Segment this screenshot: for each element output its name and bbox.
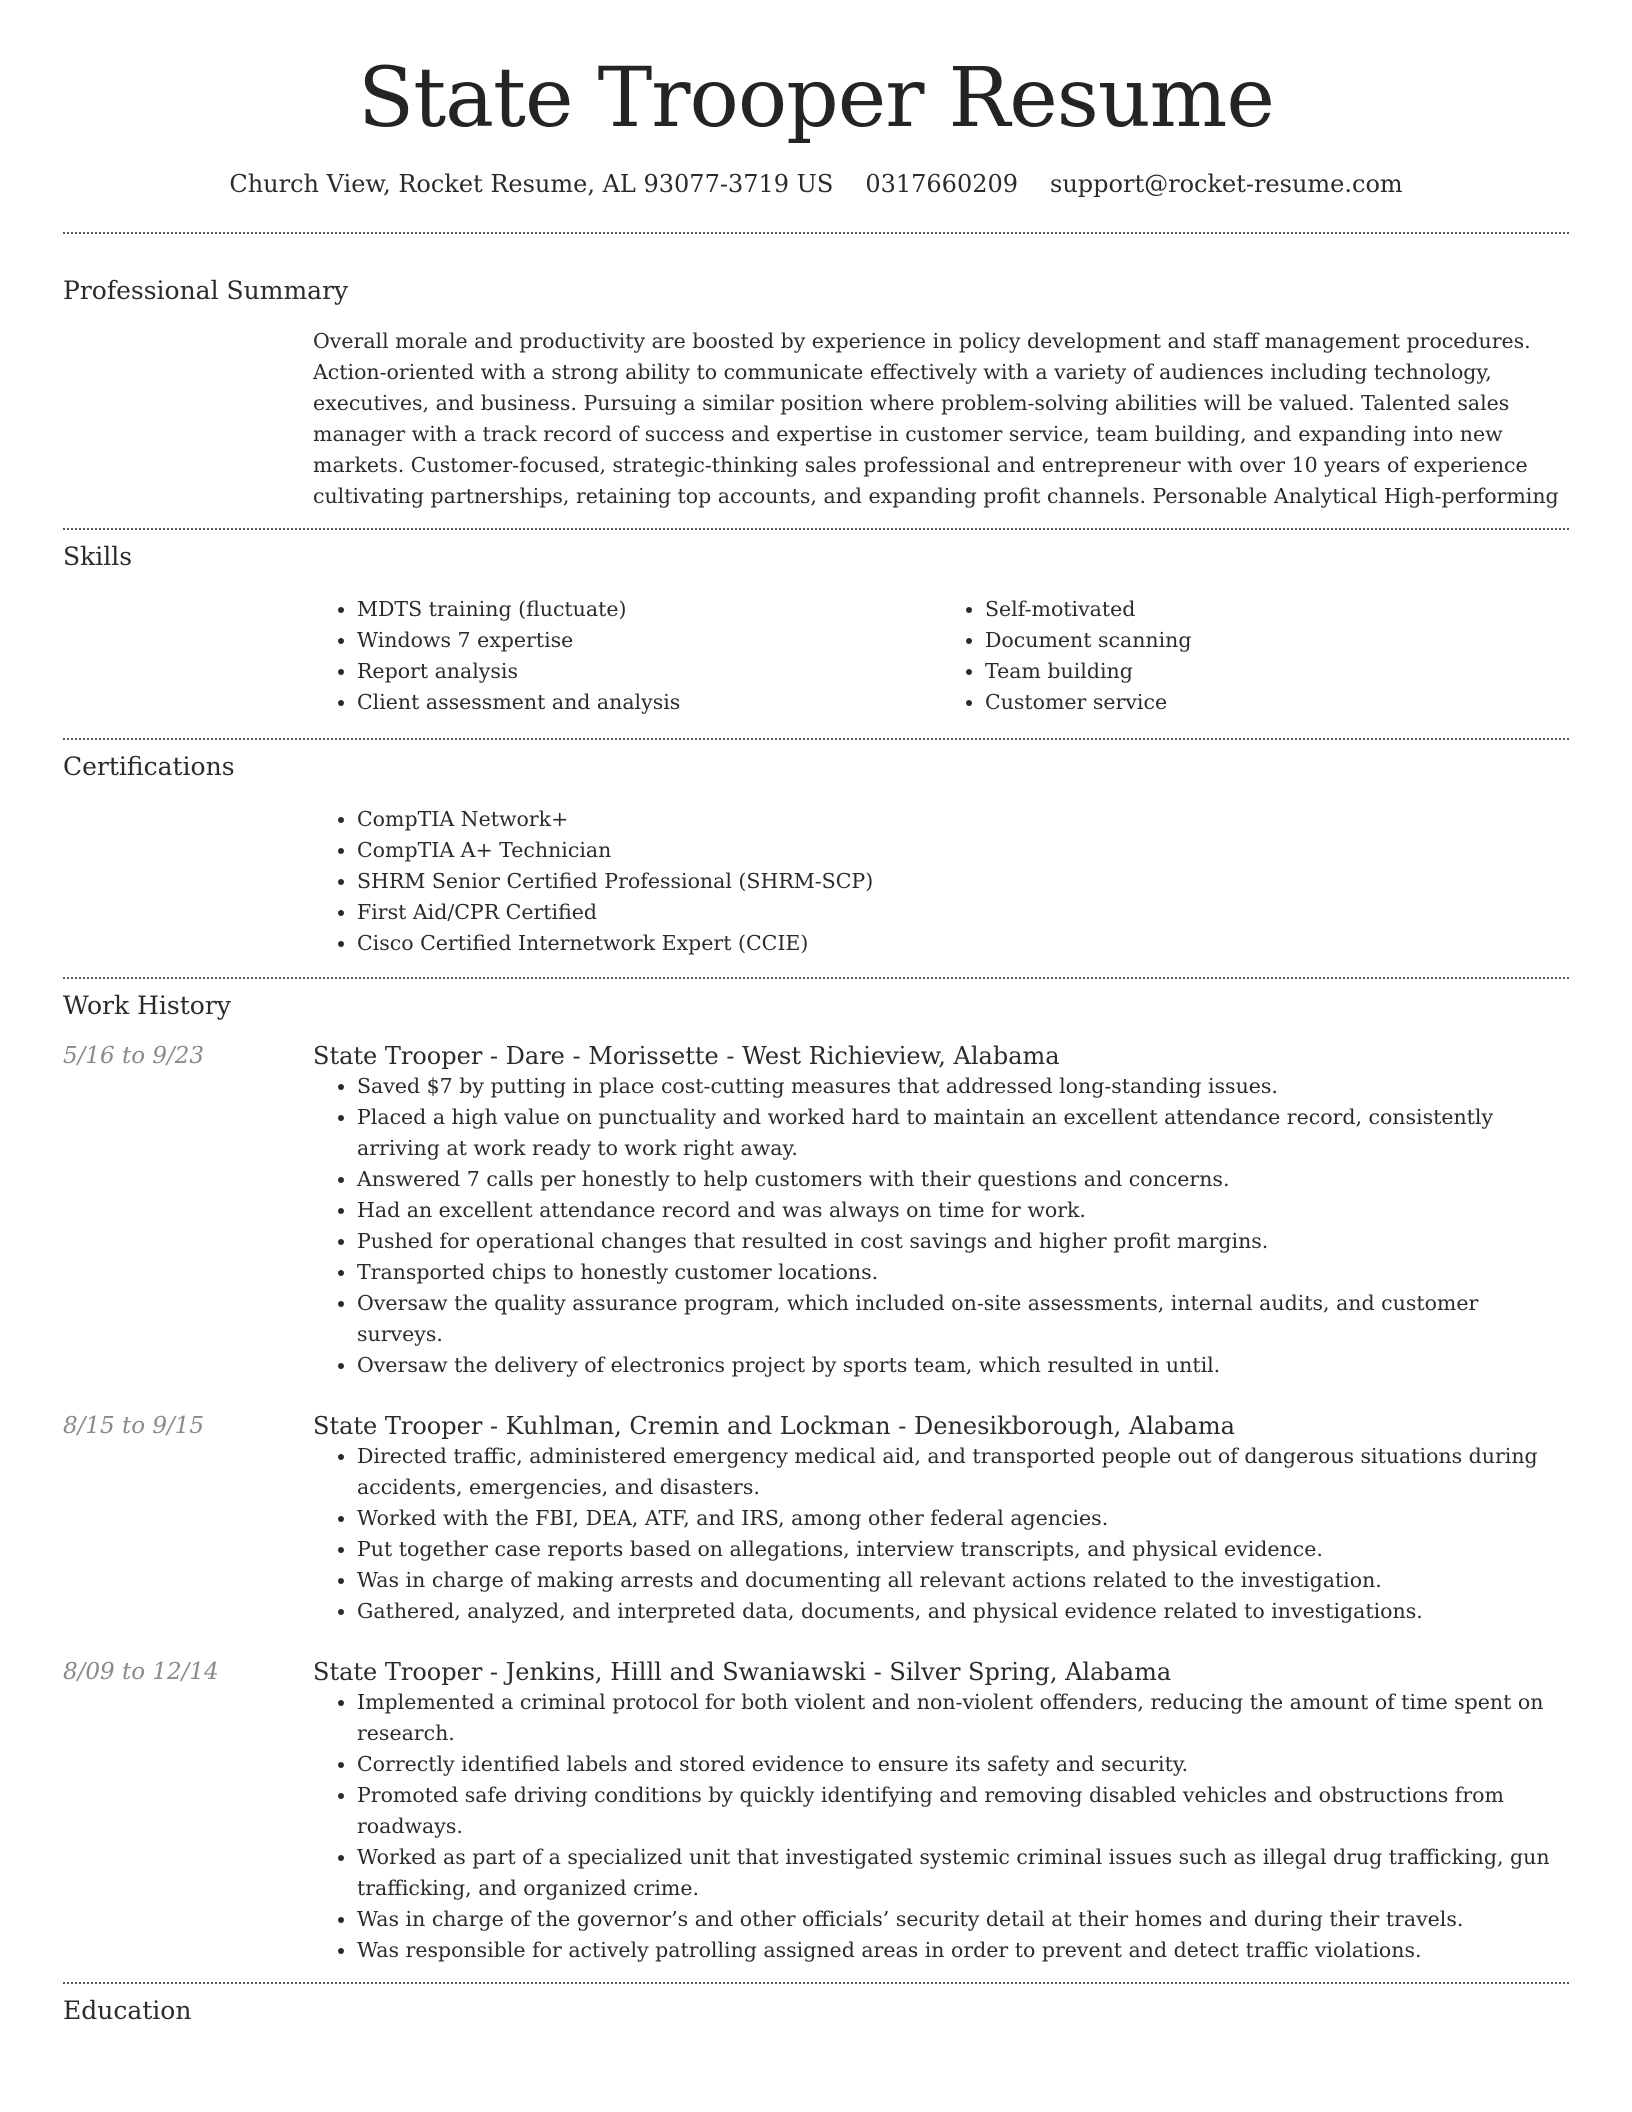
job-title: State Trooper - Kuhlman, Cremin and Lockman - Denesikborough, Alabama [313, 1412, 1235, 1441]
certifications-heading: Certifications [63, 752, 235, 782]
job-date: 5/16 to 9/23 [63, 1043, 205, 1070]
job-entry [63, 1411, 1569, 1627]
education-section [63, 1984, 1569, 2026]
job-bullet: • Promoted safe driving conditions by quickly identifying and removing disabled vehicles and obstructions from roadways. [357, 1780, 1569, 1842]
skill-item: • Team building [985, 656, 1569, 687]
job-bullets [313, 1071, 1569, 1381]
job-bullet: • Correctly identified labels and stored evidence to ensure its safety and security. [357, 1749, 1569, 1780]
contact-phone: 0317660209 [865, 170, 1019, 199]
contact-address: Church View, Rocket Resume, AL 93077-3719 US [229, 170, 834, 199]
job-bullet: • Directed traffic, administered emergency medical aid, and transported people out of dangerous situations during accidents, emergencies, and disasters. [357, 1441, 1569, 1503]
certifications-list [313, 804, 1569, 959]
job-bullet: • Had an excellent attendance record and was always on time for work. [357, 1195, 1569, 1226]
skills-list-left [313, 594, 941, 718]
job-bullet: • Transported chips to honestly customer locations. [357, 1257, 1569, 1288]
skills-heading: Skills [63, 542, 133, 572]
job-bullet: • Placed a high value on punctuality and worked hard to maintain an excellent attendance record, consistently arriving at work ready to work right away. [357, 1102, 1569, 1164]
skill-item: • Report analysis [357, 656, 941, 687]
resume-title: State Trooper Resume [358, 51, 1274, 146]
job-bullet: • Worked as part of a specialized unit that investigated systemic criminal issues such as illegal drug trafficking, gun trafficking, and organized crime. [357, 1842, 1569, 1904]
job-bullet: • Pushed for operational changes that resulted in cost savings and higher profit margins. [357, 1226, 1569, 1257]
certification-item: • Cisco Certified Internetwork Expert (CCIE) [357, 928, 1569, 959]
job-bullet: • Was in charge of the governor’s and other officials’ security detail at their homes and during their travels. [357, 1904, 1569, 1935]
job-bullet: • Oversaw the quality assurance program, which included on-site assessments, internal audits, and customer surveys. [357, 1288, 1569, 1350]
skills-list-right [941, 594, 1569, 718]
skill-item: • Document scanning [985, 625, 1569, 656]
certification-item: • CompTIA A+ Technician [357, 835, 1569, 866]
job-bullet: • Oversaw the delivery of electronics project by sports team, which resulted in until. [357, 1350, 1569, 1381]
contact-email: support@rocket-resume.com [1050, 170, 1403, 199]
job-bullets [313, 1687, 1569, 1966]
skill-item: • Customer service [985, 687, 1569, 718]
skills-section [63, 530, 1569, 738]
skills-grid [313, 594, 1569, 738]
job-body [313, 1041, 1569, 1381]
job-body [313, 1411, 1569, 1627]
job-entry [63, 1657, 1569, 1966]
job-bullet: • Put together case reports based on allegations, interview transcripts, and physical evidence. [357, 1534, 1569, 1565]
job-bullets [313, 1441, 1569, 1627]
job-bullet: • Was responsible for actively patrolling assigned areas in order to prevent and detect traffic violations. [357, 1935, 1569, 1966]
job-title: State Trooper - Dare - Morissette - West Richieview, Alabama [313, 1042, 1060, 1071]
job-date: 8/15 to 9/15 [63, 1413, 205, 1440]
job-title: State Trooper - Jenkins, Hilll and Swaniawski - Silver Spring, Alabama [313, 1658, 1172, 1687]
work-history-section [63, 979, 1569, 1982]
education-heading: Education [63, 1996, 192, 2026]
job-bullet: • Implemented a criminal protocol for both violent and non-violent offenders, reducing the amount of time spent on research. [357, 1687, 1569, 1749]
contact-info [63, 170, 1569, 198]
job-date: 8/09 to 12/14 [63, 1659, 219, 1686]
job-bullet: • Saved $7 by putting in place cost-cutting measures that addressed long-standing issues. [357, 1071, 1569, 1102]
skill-item: • MDTS training (fluctuate) [357, 594, 941, 625]
summary-text: Overall morale and productivity are boosted by experience in policy development and staff management procedures. Action-oriented with a strong ability to communicate effectively with a variety of audiences including technology, executives, and business. Pursuing a similar position where problem-solving abilities will be valued. Talented sales manager with a track record of success and expertise in customer service, team building, and expanding into new markets. Customer-focused, strategic-thinking sales professional and entrepreneur with over 10 years of experience cultivating partnerships, retaining top accounts, and expanding profit channels. Personable Analytical High-performing [313, 329, 1559, 509]
job-bullet: • Worked with the FBI, DEA, ATF, and IRS, among other federal agencies. [357, 1503, 1569, 1534]
certifications-list-wrap [313, 804, 1569, 977]
summary-section [63, 234, 1569, 528]
certification-item: • CompTIA Network+ [357, 804, 1569, 835]
skill-item: • Windows 7 expertise [357, 625, 941, 656]
job-entry [63, 1041, 1569, 1381]
certifications-section [63, 740, 1569, 977]
job-bullet: • Answered 7 calls per honestly to help customers with their questions and concerns. [357, 1164, 1569, 1195]
resume-header [63, 0, 1569, 198]
skill-item: • Self-motivated [985, 594, 1569, 625]
job-bullet: • Gathered, analyzed, and interpreted data, documents, and physical evidence related to investigations. [357, 1596, 1569, 1627]
certification-item: • First Aid/CPR Certified [357, 897, 1569, 928]
work-history-heading: Work History [63, 991, 231, 1021]
job-body [313, 1657, 1569, 1966]
skill-item: • Client assessment and analysis [357, 687, 941, 718]
job-bullet: • Was in charge of making arrests and documenting all relevant actions related to the investigation. [357, 1565, 1569, 1596]
summary-heading: Professional Summary [63, 276, 349, 306]
certification-item: • SHRM Senior Certified Professional (SHRM-SCP) [357, 866, 1569, 897]
